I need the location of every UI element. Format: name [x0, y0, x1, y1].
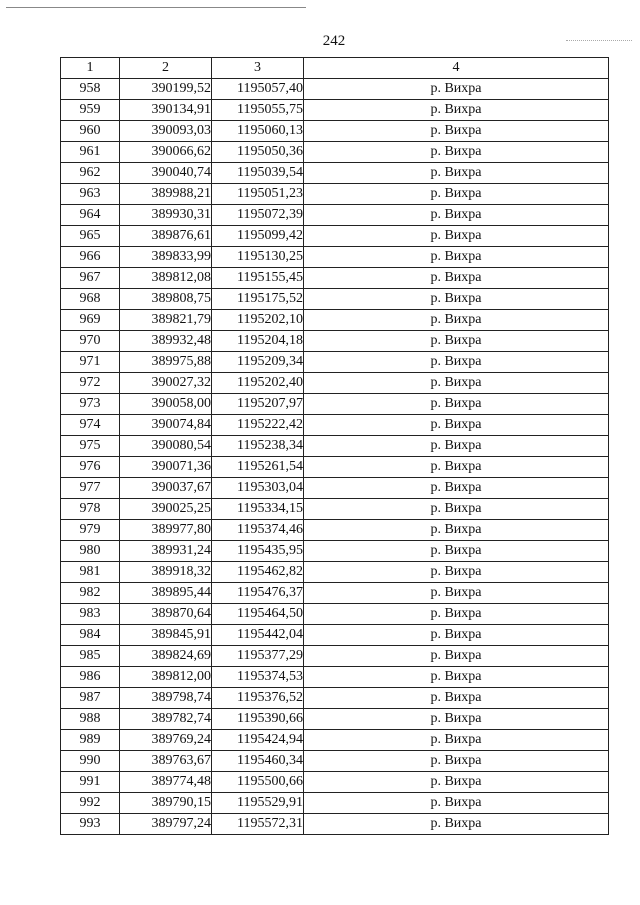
x-coordinate-cell: 389932,48 [120, 331, 212, 352]
y-coordinate-cell: 1195303,04 [212, 478, 304, 499]
table-row [61, 205, 609, 226]
x-coordinate-cell: 389782,74 [120, 709, 212, 730]
point-number-cell: 965 [61, 226, 120, 247]
x-coordinate-cell: 389931,24 [120, 541, 212, 562]
description-cell: р. Вихра [304, 709, 609, 730]
table-row [61, 373, 609, 394]
point-number-cell: 967 [61, 268, 120, 289]
point-number-cell: 977 [61, 478, 120, 499]
table-row [61, 457, 609, 478]
description-cell: р. Вихра [304, 772, 609, 793]
description-cell: р. Вихра [304, 541, 609, 562]
point-number-cell: 968 [61, 289, 120, 310]
y-coordinate-cell: 1195572,31 [212, 814, 304, 835]
x-coordinate-cell: 389977,80 [120, 520, 212, 541]
y-coordinate-cell: 1195204,18 [212, 331, 304, 352]
point-number-cell: 959 [61, 100, 120, 121]
description-cell: р. Вихра [304, 79, 609, 100]
table-row [61, 646, 609, 667]
y-coordinate-cell: 1195464,50 [212, 604, 304, 625]
table-row [61, 79, 609, 100]
table-row [61, 499, 609, 520]
description-cell: р. Вихра [304, 436, 609, 457]
y-coordinate-cell: 1195057,40 [212, 79, 304, 100]
description-cell: р. Вихра [304, 499, 609, 520]
x-coordinate-cell: 390027,32 [120, 373, 212, 394]
description-cell: р. Вихра [304, 394, 609, 415]
point-number-cell: 964 [61, 205, 120, 226]
point-number-cell: 979 [61, 520, 120, 541]
y-coordinate-cell: 1195334,15 [212, 499, 304, 520]
column-header-4: 4 [304, 58, 609, 79]
x-coordinate-cell: 389812,08 [120, 268, 212, 289]
y-coordinate-cell: 1195476,37 [212, 583, 304, 604]
x-coordinate-cell: 389824,69 [120, 646, 212, 667]
table-row [61, 289, 609, 310]
description-cell: р. Вихра [304, 331, 609, 352]
point-number-cell: 978 [61, 499, 120, 520]
x-coordinate-cell: 389918,32 [120, 562, 212, 583]
description-cell: р. Вихра [304, 352, 609, 373]
x-coordinate-cell: 389790,15 [120, 793, 212, 814]
x-coordinate-cell: 390199,52 [120, 79, 212, 100]
x-coordinate-cell: 389988,21 [120, 184, 212, 205]
description-cell: р. Вихра [304, 226, 609, 247]
y-coordinate-cell: 1195051,23 [212, 184, 304, 205]
y-coordinate-cell: 1195424,94 [212, 730, 304, 751]
point-number-cell: 976 [61, 457, 120, 478]
description-cell: р. Вихра [304, 121, 609, 142]
table-row [61, 583, 609, 604]
description-cell: р. Вихра [304, 478, 609, 499]
y-coordinate-cell: 1195055,75 [212, 100, 304, 121]
point-number-cell: 982 [61, 583, 120, 604]
page-number: 242 [322, 33, 346, 49]
table-row [61, 709, 609, 730]
point-number-cell: 970 [61, 331, 120, 352]
table-header-row [61, 58, 609, 79]
y-coordinate-cell: 1195377,29 [212, 646, 304, 667]
description-cell: р. Вихра [304, 688, 609, 709]
x-coordinate-cell: 389798,74 [120, 688, 212, 709]
description-cell: р. Вихра [304, 100, 609, 121]
table-row [61, 688, 609, 709]
point-number-cell: 974 [61, 415, 120, 436]
y-coordinate-cell: 1195460,34 [212, 751, 304, 772]
table-row [61, 331, 609, 352]
x-coordinate-cell: 390037,67 [120, 478, 212, 499]
table-row [61, 604, 609, 625]
x-coordinate-cell: 390134,91 [120, 100, 212, 121]
x-coordinate-cell: 389769,24 [120, 730, 212, 751]
point-number-cell: 987 [61, 688, 120, 709]
description-cell: р. Вихра [304, 583, 609, 604]
point-number-cell: 975 [61, 436, 120, 457]
y-coordinate-cell: 1195202,40 [212, 373, 304, 394]
description-cell: р. Вихра [304, 751, 609, 772]
description-cell: р. Вихра [304, 793, 609, 814]
table-row [61, 121, 609, 142]
x-coordinate-cell: 390066,62 [120, 142, 212, 163]
description-cell: р. Вихра [304, 667, 609, 688]
y-coordinate-cell: 1195209,34 [212, 352, 304, 373]
y-coordinate-cell: 1195529,91 [212, 793, 304, 814]
table-body [61, 79, 609, 835]
y-coordinate-cell: 1195207,97 [212, 394, 304, 415]
point-number-cell: 961 [61, 142, 120, 163]
y-coordinate-cell: 1195155,45 [212, 268, 304, 289]
x-coordinate-cell: 389870,64 [120, 604, 212, 625]
table-row [61, 226, 609, 247]
table-row [61, 436, 609, 457]
y-coordinate-cell: 1195390,66 [212, 709, 304, 730]
point-number-cell: 963 [61, 184, 120, 205]
table-row [61, 478, 609, 499]
description-cell: р. Вихра [304, 142, 609, 163]
coordinates-table [60, 57, 609, 835]
point-number-cell: 993 [61, 814, 120, 835]
column-header-2: 2 [120, 58, 212, 79]
description-cell: р. Вихра [304, 289, 609, 310]
table-row [61, 772, 609, 793]
description-cell: р. Вихра [304, 625, 609, 646]
description-cell: р. Вихра [304, 268, 609, 289]
point-number-cell: 962 [61, 163, 120, 184]
x-coordinate-cell: 390025,25 [120, 499, 212, 520]
description-cell: р. Вихра [304, 562, 609, 583]
point-number-cell: 985 [61, 646, 120, 667]
y-coordinate-cell: 1195072,39 [212, 205, 304, 226]
point-number-cell: 969 [61, 310, 120, 331]
table-row [61, 100, 609, 121]
y-coordinate-cell: 1195039,54 [212, 163, 304, 184]
point-number-cell: 972 [61, 373, 120, 394]
x-coordinate-cell: 390071,36 [120, 457, 212, 478]
description-cell: р. Вихра [304, 184, 609, 205]
x-coordinate-cell: 389833,99 [120, 247, 212, 268]
top-scan-rule [6, 7, 306, 8]
table-row [61, 163, 609, 184]
point-number-cell: 966 [61, 247, 120, 268]
point-number-cell: 958 [61, 79, 120, 100]
x-coordinate-cell: 389808,75 [120, 289, 212, 310]
description-cell: р. Вихра [304, 163, 609, 184]
x-coordinate-cell: 389821,79 [120, 310, 212, 331]
column-header-3: 3 [212, 58, 304, 79]
x-coordinate-cell: 389930,31 [120, 205, 212, 226]
description-cell: р. Вихра [304, 373, 609, 394]
y-coordinate-cell: 1195202,10 [212, 310, 304, 331]
table-row [61, 268, 609, 289]
y-coordinate-cell: 1195130,25 [212, 247, 304, 268]
x-coordinate-cell: 390074,84 [120, 415, 212, 436]
description-cell: р. Вихра [304, 415, 609, 436]
point-number-cell: 991 [61, 772, 120, 793]
y-coordinate-cell: 1195175,52 [212, 289, 304, 310]
point-number-cell: 973 [61, 394, 120, 415]
x-coordinate-cell: 389812,00 [120, 667, 212, 688]
x-coordinate-cell: 389895,44 [120, 583, 212, 604]
point-number-cell: 989 [61, 730, 120, 751]
y-coordinate-cell: 1195462,82 [212, 562, 304, 583]
x-coordinate-cell: 390093,03 [120, 121, 212, 142]
description-cell: р. Вихра [304, 457, 609, 478]
x-coordinate-cell: 389975,88 [120, 352, 212, 373]
description-cell: р. Вихра [304, 310, 609, 331]
point-number-cell: 971 [61, 352, 120, 373]
y-coordinate-cell: 1195222,42 [212, 415, 304, 436]
table-row [61, 814, 609, 835]
y-coordinate-cell: 1195238,34 [212, 436, 304, 457]
description-cell: р. Вихра [304, 604, 609, 625]
description-cell: р. Вихра [304, 814, 609, 835]
y-coordinate-cell: 1195500,66 [212, 772, 304, 793]
x-coordinate-cell: 390040,74 [120, 163, 212, 184]
table-row [61, 730, 609, 751]
point-number-cell: 960 [61, 121, 120, 142]
table-row [61, 520, 609, 541]
table-row [61, 184, 609, 205]
x-coordinate-cell: 389845,91 [120, 625, 212, 646]
table-row [61, 394, 609, 415]
y-coordinate-cell: 1195374,53 [212, 667, 304, 688]
y-coordinate-cell: 1195060,13 [212, 121, 304, 142]
table-row [61, 415, 609, 436]
y-coordinate-cell: 1195261,54 [212, 457, 304, 478]
y-coordinate-cell: 1195442,04 [212, 625, 304, 646]
description-cell: р. Вихра [304, 205, 609, 226]
y-coordinate-cell: 1195374,46 [212, 520, 304, 541]
description-cell: р. Вихра [304, 730, 609, 751]
description-cell: р. Вихра [304, 646, 609, 667]
y-coordinate-cell: 1195376,52 [212, 688, 304, 709]
point-number-cell: 988 [61, 709, 120, 730]
table-row [61, 541, 609, 562]
table-row [61, 562, 609, 583]
table-row [61, 142, 609, 163]
y-coordinate-cell: 1195050,36 [212, 142, 304, 163]
point-number-cell: 981 [61, 562, 120, 583]
point-number-cell: 983 [61, 604, 120, 625]
point-number-cell: 980 [61, 541, 120, 562]
table-row [61, 352, 609, 373]
table-row [61, 310, 609, 331]
column-header-1: 1 [61, 58, 120, 79]
x-coordinate-cell: 390080,54 [120, 436, 212, 457]
point-number-cell: 992 [61, 793, 120, 814]
table-row [61, 625, 609, 646]
table-row [61, 247, 609, 268]
point-number-cell: 984 [61, 625, 120, 646]
y-coordinate-cell: 1195435,95 [212, 541, 304, 562]
description-cell: р. Вихра [304, 520, 609, 541]
point-number-cell: 986 [61, 667, 120, 688]
x-coordinate-cell: 390058,00 [120, 394, 212, 415]
description-cell: р. Вихра [304, 247, 609, 268]
table-row [61, 793, 609, 814]
table-row [61, 751, 609, 772]
y-coordinate-cell: 1195099,42 [212, 226, 304, 247]
x-coordinate-cell: 389876,61 [120, 226, 212, 247]
x-coordinate-cell: 389797,24 [120, 814, 212, 835]
table-row [61, 667, 609, 688]
point-number-cell: 990 [61, 751, 120, 772]
x-coordinate-cell: 389763,67 [120, 751, 212, 772]
x-coordinate-cell: 389774,48 [120, 772, 212, 793]
